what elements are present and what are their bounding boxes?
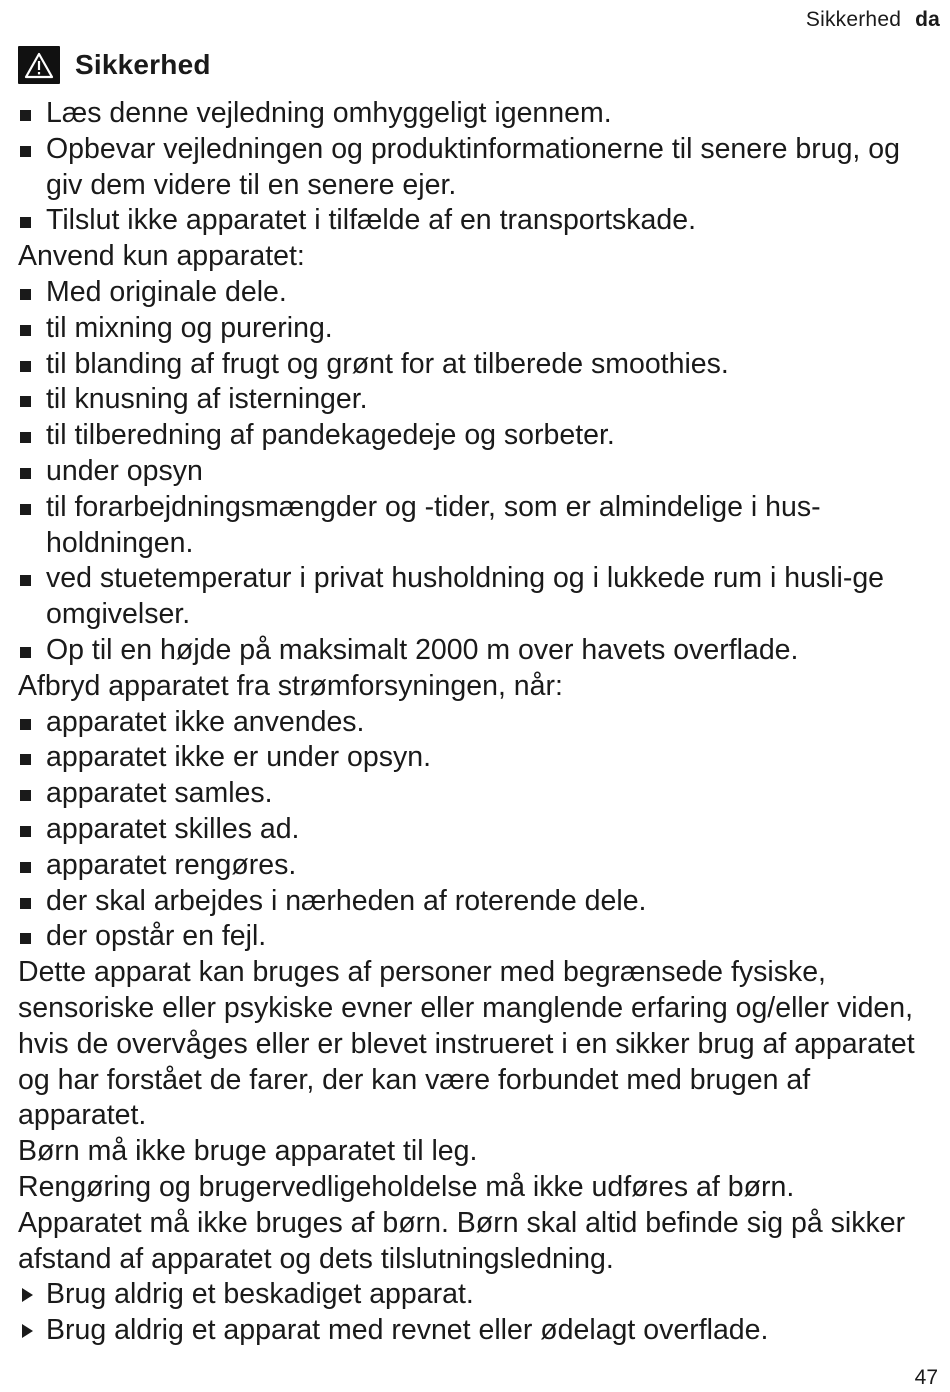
paragraph: Afbryd apparatet fra strømforsyningen, når:: [18, 669, 563, 702]
item-text: apparatet samles.: [46, 777, 273, 810]
header-section-name: Sikkerhed: [805, 8, 902, 31]
bullet-item: [18, 311, 938, 347]
item-text: Læs denne vejledning omhyggeligt igennem.: [46, 97, 612, 129]
square-bullet-icon: [20, 754, 31, 765]
bullet-item: [18, 776, 938, 812]
square-bullet-icon: [20, 504, 31, 515]
page-title: Sikkerhed: [75, 49, 211, 80]
square-bullet-icon: [20, 826, 31, 837]
paragraph: Anvend kun apparatet:: [18, 240, 305, 273]
instruction-item: [18, 1277, 938, 1313]
running-header: [806, 8, 940, 32]
bullet-item: [18, 740, 938, 776]
item-text: apparatet skilles ad.: [46, 812, 300, 845]
paragraph: Rengøring og brugervedligeholdelse må ikke udføres af børn.: [18, 1170, 795, 1203]
warning-icon: [18, 46, 60, 84]
instruction-item: [18, 1313, 938, 1349]
item-text: der opstår en fejl.: [46, 920, 267, 953]
square-bullet-icon: [20, 289, 31, 300]
square-bullet-icon: [20, 647, 31, 658]
square-bullet-icon: [20, 146, 31, 157]
item-text: Brug aldrig et apparat med revnet eller ødelagt overflade.: [46, 1314, 769, 1347]
paragraph: Børn må ikke bruge apparatet til leg.: [18, 1135, 478, 1168]
item-text: apparatet ikke anvendes.: [46, 705, 365, 738]
item-text: apparatet rengøres.: [46, 848, 297, 881]
bullet-item: [18, 490, 938, 562]
bullet-item: [18, 633, 938, 669]
header-language-code: da: [915, 8, 940, 31]
item-text: apparatet ikke er under opsyn.: [46, 741, 431, 774]
section-heading: [18, 46, 211, 84]
square-bullet-icon: [20, 361, 31, 372]
item-text: Med originale dele.: [46, 275, 287, 308]
square-bullet-icon: [20, 862, 31, 873]
bullet-item: [18, 705, 938, 741]
bullet-item: [18, 275, 938, 311]
square-bullet-icon: [20, 468, 31, 479]
square-bullet-icon: [20, 933, 31, 944]
page-number: 47: [914, 1366, 938, 1389]
bullet-item: [18, 347, 938, 383]
item-text: Op til en højde på maksimalt 2000 m over havets overflade.: [46, 633, 799, 666]
item-text: til mixning og purering.: [46, 311, 333, 344]
item-text: der skal arbejdes i nærheden af roterende dele.: [46, 884, 647, 917]
paragraph: Dette apparat kan bruges af personer med begrænsede fysiske, sensoriske eller psykiske evner eller manglende erfaring og/eller viden, hvis de overvåges eller er blevet instrueret i en sikker brug af apparatet og har forstået de farer, der kan være forbundet med brugen af apparatet.: [18, 956, 915, 1132]
bullet-item: [18, 382, 938, 418]
paragraph: Apparatet må ikke bruges af børn. Børn skal altid befinde sig på sikker afstand af apparatet og dets tilslutningsledning.: [18, 1206, 906, 1275]
bullet-item: [18, 848, 938, 884]
arrow-marker-icon: [22, 1324, 33, 1338]
item-text: til knusning af isterninger.: [46, 383, 368, 416]
bullet-item: [18, 454, 938, 490]
square-bullet-icon: [20, 575, 31, 586]
item-text: ved stuetemperatur i privat husholdning og i lukkede rum i husli-ge omgivelser.: [46, 562, 885, 631]
square-bullet-icon: [20, 790, 31, 801]
square-bullet-icon: [20, 898, 31, 909]
bullet-item: [18, 561, 938, 633]
square-bullet-icon: [20, 325, 31, 336]
bullet-item: [18, 96, 938, 132]
square-bullet-icon: [20, 110, 31, 121]
item-text: under opsyn: [46, 454, 203, 487]
bullet-item: [18, 203, 938, 239]
safety-text-body: [18, 96, 938, 1349]
bullet-item: [18, 884, 938, 920]
item-text: Opbevar vejledningen og produktinformationerne til senere brug, og giv dem videre til en senere ejer.: [46, 132, 900, 201]
item-text: til tilberedning af pandekagedeje og sorbeter.: [46, 419, 615, 452]
square-bullet-icon: [20, 719, 31, 730]
bullet-item: [18, 812, 938, 848]
item-text: til blanding af frugt og grønt for at tilberede smoothies.: [46, 347, 729, 380]
item-text: til forarbejdningsmængder og -tider, som er almindelige i hus-holdningen.: [46, 490, 821, 559]
item-text: Tilslut ikke apparatet i tilfælde af en transportskade.: [46, 204, 697, 237]
item-text: Brug aldrig et beskadiget apparat.: [46, 1278, 474, 1311]
bullet-item: [18, 418, 938, 454]
square-bullet-icon: [20, 432, 31, 443]
bullet-item: [18, 132, 938, 204]
arrow-marker-icon: [22, 1288, 33, 1302]
square-bullet-icon: [20, 396, 31, 407]
square-bullet-icon: [20, 217, 31, 228]
bullet-item: [18, 919, 938, 955]
